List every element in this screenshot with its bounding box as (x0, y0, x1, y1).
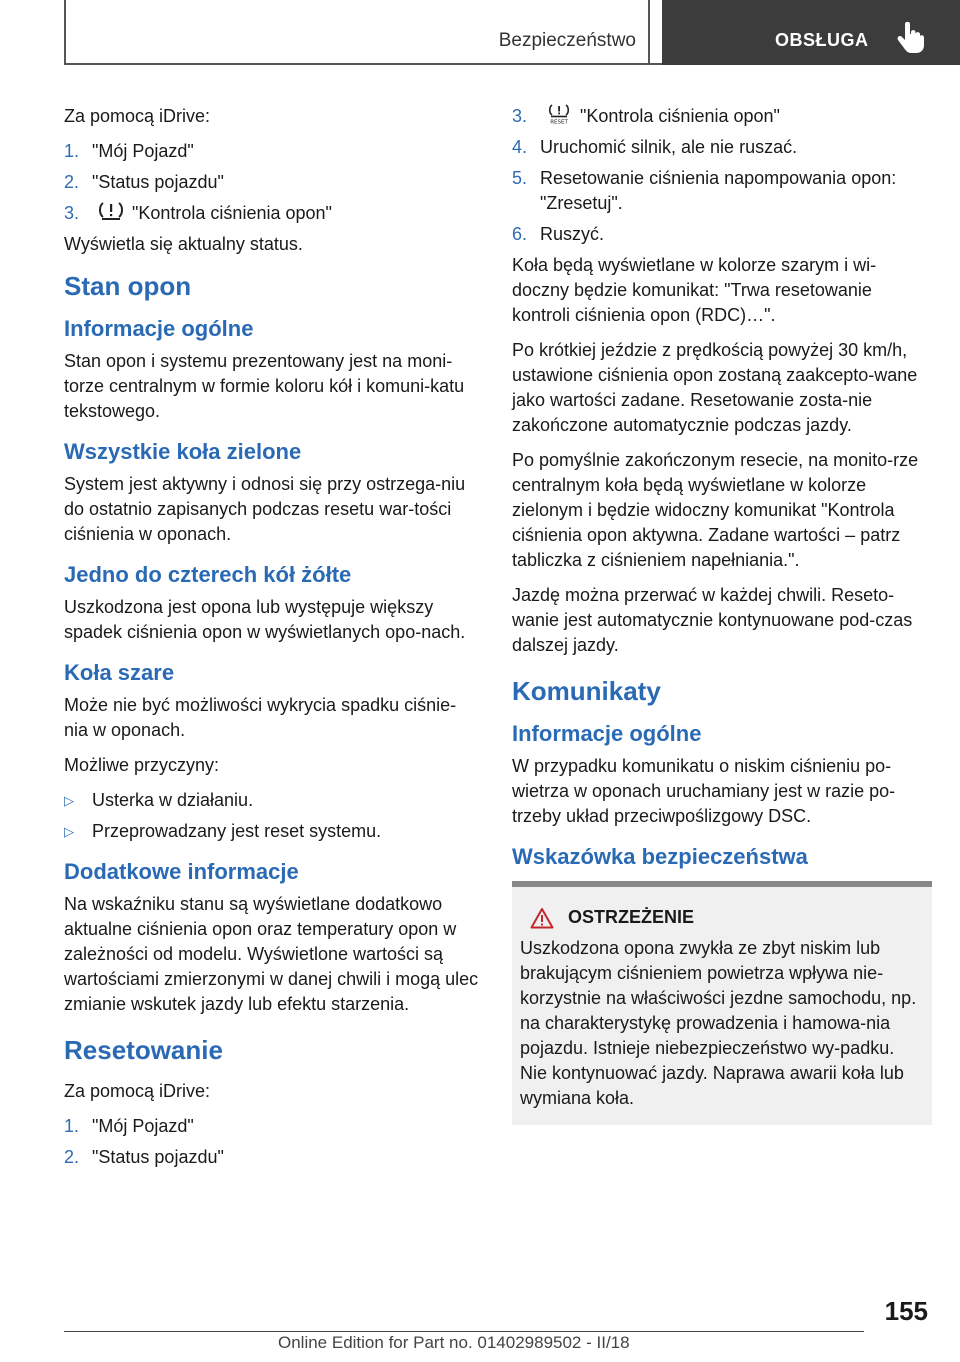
reset-steps (64, 1114, 480, 1170)
paragraph-reset-accept: Po krótkiej jeździe z prędkością powyżej 30 km/h, ustawione ciśnienia opon zostaną zaakcepto-wane jako wartości zadane. Resetowanie zosta-nie zakończone automatycznie podczas jazdy. (512, 340, 918, 435)
warning-title: OSTRZEŻENIE (568, 907, 695, 927)
list-item (512, 104, 932, 129)
paragraph-messages-info: W przypadku komunikatu o niskim ciśnieniu po-wietrza w oponach uruchamiany jest w razie po-trzeby układ przeciwpoślizgowy DSC. (512, 756, 896, 826)
list-item (512, 166, 932, 216)
header-divider-right (648, 0, 650, 64)
chapter-tab-label: OBSŁUGA (775, 30, 869, 50)
causes-list (64, 788, 480, 844)
tire-pressure-warning-icon (96, 201, 126, 221)
footer-divider (64, 1331, 864, 1332)
step-number: 3. (512, 106, 528, 126)
step-number: 4. (512, 137, 528, 157)
heading-safety: Wskazówka bezpieczeństwa (512, 844, 808, 869)
step-text: "Mój Pojazd" (92, 141, 194, 161)
heading-tire-state: Stan opon (64, 271, 192, 301)
triangle-bullet-icon: ▷ (64, 793, 74, 808)
list-item (64, 1145, 480, 1170)
heading-messages-info: Informacje ogólne (512, 721, 702, 746)
status-steps (64, 139, 480, 226)
paragraph-yellow: Uszkodzona jest opona lub występuje większy spadek ciśnienia opon w wyświetlanych opo-nach. (64, 597, 466, 642)
heading-general-info: Informacje ogólne (64, 316, 254, 341)
paragraph-reset-progress: Koła będą wyświetlane w kolorze szarym i wi-doczny będzie komunikat: "Trwa resetowanie kontroli ciśnienia opon (RDC)…". (512, 255, 877, 325)
paragraph-all-green: System jest aktywny i odnosi się przy ostrzega-niu do ostatnio zapisanych podczas resetu war-tości ciśnienia w oponach. (64, 474, 466, 544)
heading-yellow: Jedno do czterech kół żółte (64, 562, 352, 587)
paragraph-reset: Za pomocą iDrive: (64, 1081, 211, 1101)
heading-messages: Komunikaty (512, 676, 661, 706)
step-number: 5. (512, 168, 528, 188)
paragraph-general-info: Stan opon i systemu prezentowany jest na moni-torze centralnym w formie koloru kół i komuni-katu tekstowego. (64, 351, 465, 421)
footer-edition: Online Edition for Part no. 01402989502 - II/18 (278, 1333, 630, 1352)
heading-reset: Resetowanie (64, 1035, 223, 1065)
step-number: 1. (64, 141, 80, 161)
paragraph-reset-interrupt: Jazdę można przerwać w każdej chwili. Reseto-wanie jest automatycznie kontynuowane pod-czas dalszej jazdy. (512, 585, 913, 655)
cause-text: Usterka w działaniu. (92, 790, 254, 810)
header-divider-left (64, 0, 66, 64)
list-item (64, 170, 480, 195)
step-text: Ruszyć. (540, 224, 605, 244)
list-item (512, 135, 932, 160)
step-text: Uruchomić silnik, ale nie ruszać. (540, 137, 798, 157)
heading-grey: Koła szare (64, 660, 175, 685)
step-number: 3. (64, 203, 80, 223)
list-item (64, 139, 480, 164)
list-item (64, 788, 480, 813)
status-note: Wyświetla się aktualny status. (64, 234, 303, 254)
idrive-intro: Za pomocą iDrive: (64, 106, 211, 126)
section-title: Bezpieczeństwo (498, 30, 636, 51)
left-column (64, 104, 480, 1176)
heading-all-green: Wszystkie koła zielone (64, 439, 302, 464)
step-number: 6. (512, 224, 528, 244)
list-item (512, 222, 932, 247)
svg-text:RESET: RESET (550, 119, 568, 124)
step-number: 2. (64, 1147, 80, 1167)
chapter-tab[interactable] (662, 0, 960, 65)
step-text: "Status pojazdu" (92, 1147, 224, 1167)
right-column (512, 104, 932, 1125)
hand-pointer-icon (896, 22, 924, 54)
step-text: "Kontrola ciśnienia opon" (132, 203, 332, 223)
step-text: Resetowanie ciśnienia napompowania opon: "Zresetuj". (540, 168, 897, 213)
triangle-bullet-icon: ▷ (64, 824, 74, 839)
heading-extra-info: Dodatkowe informacje (64, 859, 299, 884)
paragraph-extra-info: Na wskaźniku stanu są wyświetlane dodatkowo aktualne ciśnienia opon oraz temperatury opon w zależności od modelu. Wyświetlone wartości są wartościami zmierzonymi w danej chwili i mogą ulec zmianie wskutek jazdy lub efektu starzenia. (64, 894, 479, 1014)
paragraph-causes: Możliwe przyczyny: (64, 755, 220, 775)
step-text: "Mój Pojazd" (92, 1116, 194, 1136)
warning-header (520, 905, 924, 930)
step-text: "Kontrola ciśnienia opon" (580, 106, 780, 126)
paragraph-reset-success: Po pomyślnie zakończonym resecie, na monito-rze centralnym koła będą wyświetlane w kolorze zielonym i będzie widoczny komunikat "Kontrola ciśnienia opon aktywna. Zadane wartości – patrz tabliczka z ciśnieniem napełniania.". (512, 450, 919, 570)
list-item (64, 819, 480, 844)
paragraph-grey: Może nie być możliwości wykrycia spadku ciśnie-nia w oponach. (64, 695, 457, 740)
page-number: 155 (884, 1296, 928, 1326)
list-item (64, 1114, 480, 1139)
tire-pressure-reset-icon (544, 104, 574, 124)
step-number: 1. (64, 1116, 80, 1136)
step-text: "Status pojazdu" (92, 172, 224, 192)
list-item (64, 201, 480, 226)
warning-triangle-icon (530, 907, 554, 929)
cause-text: Przeprowadzany jest reset systemu. (92, 821, 382, 841)
reset-steps-continued (512, 104, 932, 247)
warning-box (512, 881, 932, 1125)
step-number: 2. (64, 172, 80, 192)
header-divider-bottom (64, 63, 662, 65)
warning-text: Uszkodzona opona zwykła ze zbyt niskim lub brakującym ciśnieniem powietrza wpływa nie-korzystnie na właściwości jezdne samochodu, np. na charakterystykę prowadzenia i hamowa-nia pojazdu. Istnieje niebezpieczeństwo wy-padku. Nie kontynuować jazdy. Naprawa awarii koła lub wymiana koła. (520, 938, 917, 1108)
